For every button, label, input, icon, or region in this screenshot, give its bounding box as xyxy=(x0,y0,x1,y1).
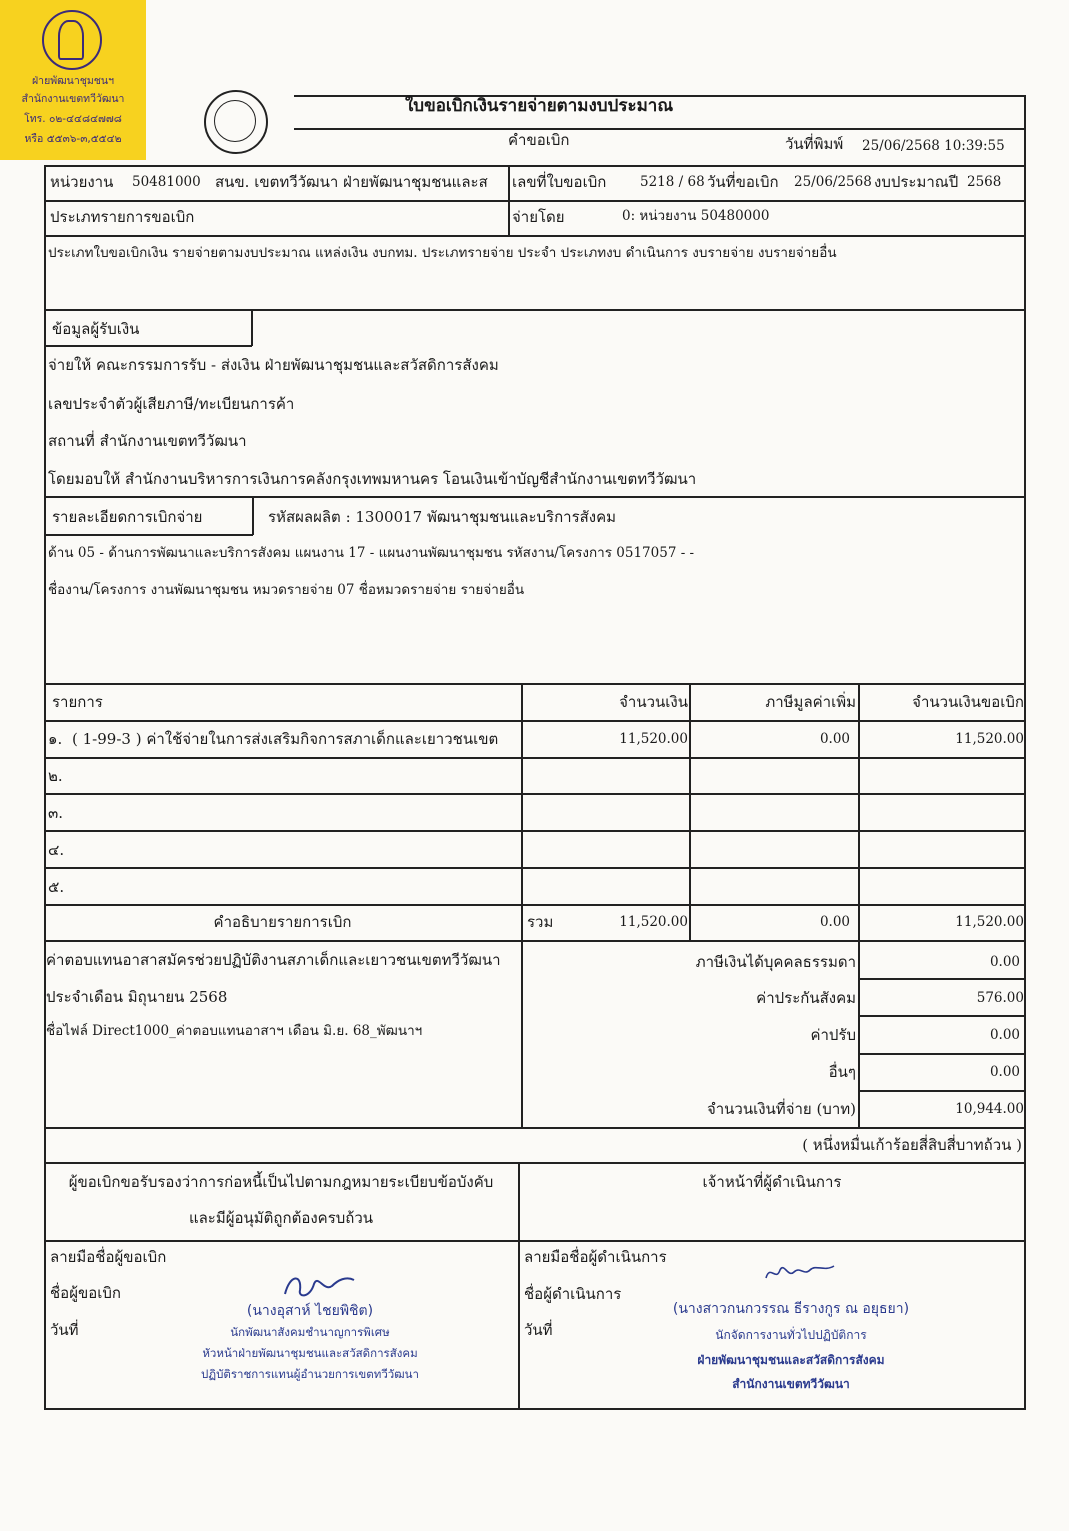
detail-line-1: ด้าน 05 - ด้านการพัฒนาและบริการสังคม แผนงาน 17 - แผนงานพัฒนาชุมชน รหัสงาน/โครงการ 0517057 - - xyxy=(48,545,695,561)
sum-label: รวม xyxy=(527,913,554,931)
operator-position-2: ฝ่ายพัฒนาชุมชนและสวัสดิการสังคม xyxy=(697,1353,885,1367)
row-number: ๒. xyxy=(48,767,63,785)
requester-position-2: หัวหน้าฝ่ายพัฒนาชุมชนและสวัสดิการสังคม xyxy=(202,1346,418,1360)
payee-pay-to: จ่ายให้ คณะกรรมการรับ - ส่งเงิน ฝ่ายพัฒนาชุมชนและสวัสดิการสังคม xyxy=(48,356,499,374)
amount-in-words: ( หนึ่งหมื่นเก้าร้อยสี่สิบสี่บาทถ้วน ) xyxy=(802,1136,1022,1154)
row-number: ๑. xyxy=(48,730,63,748)
operator-name-label: ชื่อผู้ดำเนินการ xyxy=(524,1285,622,1303)
request-no: 5218 / 68 xyxy=(640,174,705,190)
form-type-line: ประเภทใบขอเบิกเงิน รายจ่ายตามงบประมาณ แหล่งเงิน งบกทม. ประเภทรายจ่าย ประจำ ประเภทงบ ดำเนินการ งบรายจ่าย งบรายจ่ายอื่น xyxy=(48,245,837,261)
payee-assign: โดยมอบให้ สำนักงานบริหารการเงินการคลังกรุงเทพมหานคร โอนเงินเข้าบัญชีสำนักงานเขตทวีวัฒนา xyxy=(48,470,697,488)
request-no-label: เลขที่ใบขอเบิก xyxy=(512,173,607,191)
explanation-line-3: ชื่อไฟล์ Direct1000_ค่าตอบแทนอาสาฯ เดือน มิ.ย. 68_พัฒนาฯ xyxy=(46,1023,423,1039)
sum-total: 11,520.00 xyxy=(955,914,1024,930)
row-vat: 0.00 xyxy=(819,731,850,747)
row-number: ๔. xyxy=(48,841,65,859)
detail-line-2: ชื่องาน/โครงการ งานพัฒนาชุมชน หมวดรายจ่าย 07 ชื่อหมวดรายจ่าย รายจ่ายอื่น xyxy=(48,582,525,598)
operator-signature-label: ลายมือชื่อผู้ดำเนินการ xyxy=(524,1248,667,1266)
row-description: ( 1-99-3 ) ค่าใช้จ่ายในการส่งเสริมกิจการสภาเด็กและเยาวชนเขต xyxy=(72,730,499,748)
paid-by-value: 0: หน่วยงาน 50480000 xyxy=(622,208,770,224)
deduction-label: ค่าประกันสังคม xyxy=(756,989,856,1007)
paid-by-label: จ่ายโดย xyxy=(512,208,565,226)
operator-position-1: นักจัดการงานทั่วไปปฏิบัติการ xyxy=(715,1328,867,1342)
unit-name: สนข. เขตทวีวัฒนา ฝ่ายพัฒนาชุมชนและส xyxy=(215,173,488,191)
operator-name: (นางสาวกนกวรรณ ธีรางกูร ณ อยุธยา) xyxy=(672,1301,910,1317)
row-total: 11,520.00 xyxy=(955,731,1024,747)
row-number: ๕. xyxy=(48,878,65,896)
fiscal-year-label: งบประมาณปี xyxy=(874,173,959,191)
deduction-value: 0.00 xyxy=(989,954,1020,970)
requester-signature-label: ลายมือชื่อผู้ขอเบิก xyxy=(50,1248,167,1266)
deduction-value: 576.00 xyxy=(976,990,1024,1006)
sticky-note xyxy=(0,0,146,160)
form-title: ใบขอเบิกเงินรายจ่ายตามงบประมาณ xyxy=(405,96,674,116)
operator-position-3: สำนักงานเขตทวีวัฒนา xyxy=(732,1377,850,1391)
payee-section-label: ข้อมูลผู้รับเงิน xyxy=(52,320,140,338)
row-amount: 11,520.00 xyxy=(619,731,688,747)
request-date-label: วันที่ขอเบิก xyxy=(707,173,779,191)
requester-signature xyxy=(280,1268,360,1302)
deduction-label: ค่าปรับ xyxy=(810,1026,856,1044)
payee-tax-id: เลขประจำตัวผู้เสียภาษี/ทะเบียนการค้า xyxy=(48,395,295,413)
form-subtitle: คำขอเบิก xyxy=(508,131,570,149)
print-date: 25/06/2568 10:39:55 xyxy=(862,138,1005,154)
requester-position-3: ปฏิบัติราชการแทนผู้อำนวยการเขตทวีวัฒนา xyxy=(201,1367,419,1381)
deduction-value: 0.00 xyxy=(989,1027,1020,1043)
officer-title: เจ้าหน้าที่ผู้ดำเนินการ xyxy=(702,1173,842,1191)
print-date-label: วันที่พิมพ์ xyxy=(785,135,844,153)
requester-name: (นางอุสาห์ ไชยพิชิต) xyxy=(246,1303,374,1319)
table-header-vat: ภาษีมูลค่าเพิ่ม xyxy=(765,693,856,711)
explanation-line-1: ค่าตอบแทนอาสาสมัครช่วยปฏิบัติงานสภาเด็กและเยาวชนเขตทวีวัฒนา xyxy=(46,951,501,969)
sum-vat: 0.00 xyxy=(819,914,850,930)
table-header-total: จำนวนเงินขอเบิก xyxy=(912,693,1024,711)
seal-inner-ring-icon xyxy=(214,100,256,142)
explanation-line-2: ประจำเดือน มิถุนายน 2568 xyxy=(46,988,228,1006)
certify-line-2: และมีผู้อนุมัติถูกต้องครบถ้วน xyxy=(188,1209,374,1227)
deduction-label: อื่นๆ xyxy=(828,1063,856,1081)
sticky-line-3: โทร. ๐๒-๔๔๘๔๗๗๘ xyxy=(24,113,122,125)
sticky-line-4: หรือ ๕๕๓๖-๓,๕๕๔๒ xyxy=(24,133,122,145)
operator-signature xyxy=(762,1258,842,1288)
deduction-label: ภาษีเงินได้บุคคลธรรมดา xyxy=(695,953,856,971)
unit-label: หน่วยงาน xyxy=(50,173,114,191)
requester-date-label: วันที่ xyxy=(50,1321,79,1339)
net-amount-value: 10,944.00 xyxy=(955,1101,1024,1117)
net-amount-label: จำนวนเงินที่จ่าย (บาท) xyxy=(706,1100,856,1118)
row-number: ๓. xyxy=(48,804,64,822)
operator-date-label: วันที่ xyxy=(524,1321,553,1339)
detail-product: รหัสผลผลิต : 1300017 พัฒนาชุมชนและบริการสังคม xyxy=(268,508,617,526)
sticky-line-1: ฝ่ายพัฒนาชุมชนฯ xyxy=(32,75,114,87)
detail-section-label: รายละเอียดการเบิกจ่าย xyxy=(52,508,203,526)
sticky-line-2: สำนักงานเขตทวีวัฒนา xyxy=(21,93,125,105)
sum-amount: 11,520.00 xyxy=(619,914,688,930)
request-date: 25/06/2568 xyxy=(794,174,872,190)
deduction-value: 0.00 xyxy=(989,1064,1020,1080)
table-header-item: รายการ xyxy=(52,693,103,711)
payee-location: สถานที่ สำนักงานเขตทวีวัฒนา xyxy=(48,432,247,450)
unit-code: 50481000 xyxy=(132,174,201,190)
fiscal-year: 2568 xyxy=(967,174,1002,190)
request-type-label: ประเภทรายการขอเบิก xyxy=(50,208,195,226)
requester-position-1: นักพัฒนาสังคมชำนาญการพิเศษ xyxy=(230,1325,390,1339)
certify-line-1: ผู้ขอเบิกขอรับรองว่าการก่อหนี้เป็นไปตามกฎหมายระเบียบข้อบังคับ xyxy=(68,1173,494,1191)
seal-inner-icon xyxy=(58,20,84,60)
explain-label: คำอธิบายรายการเบิก xyxy=(213,913,352,931)
requester-name-label: ชื่อผู้ขอเบิก xyxy=(50,1284,121,1302)
table-header-amount: จำนวนเงิน xyxy=(619,693,688,711)
